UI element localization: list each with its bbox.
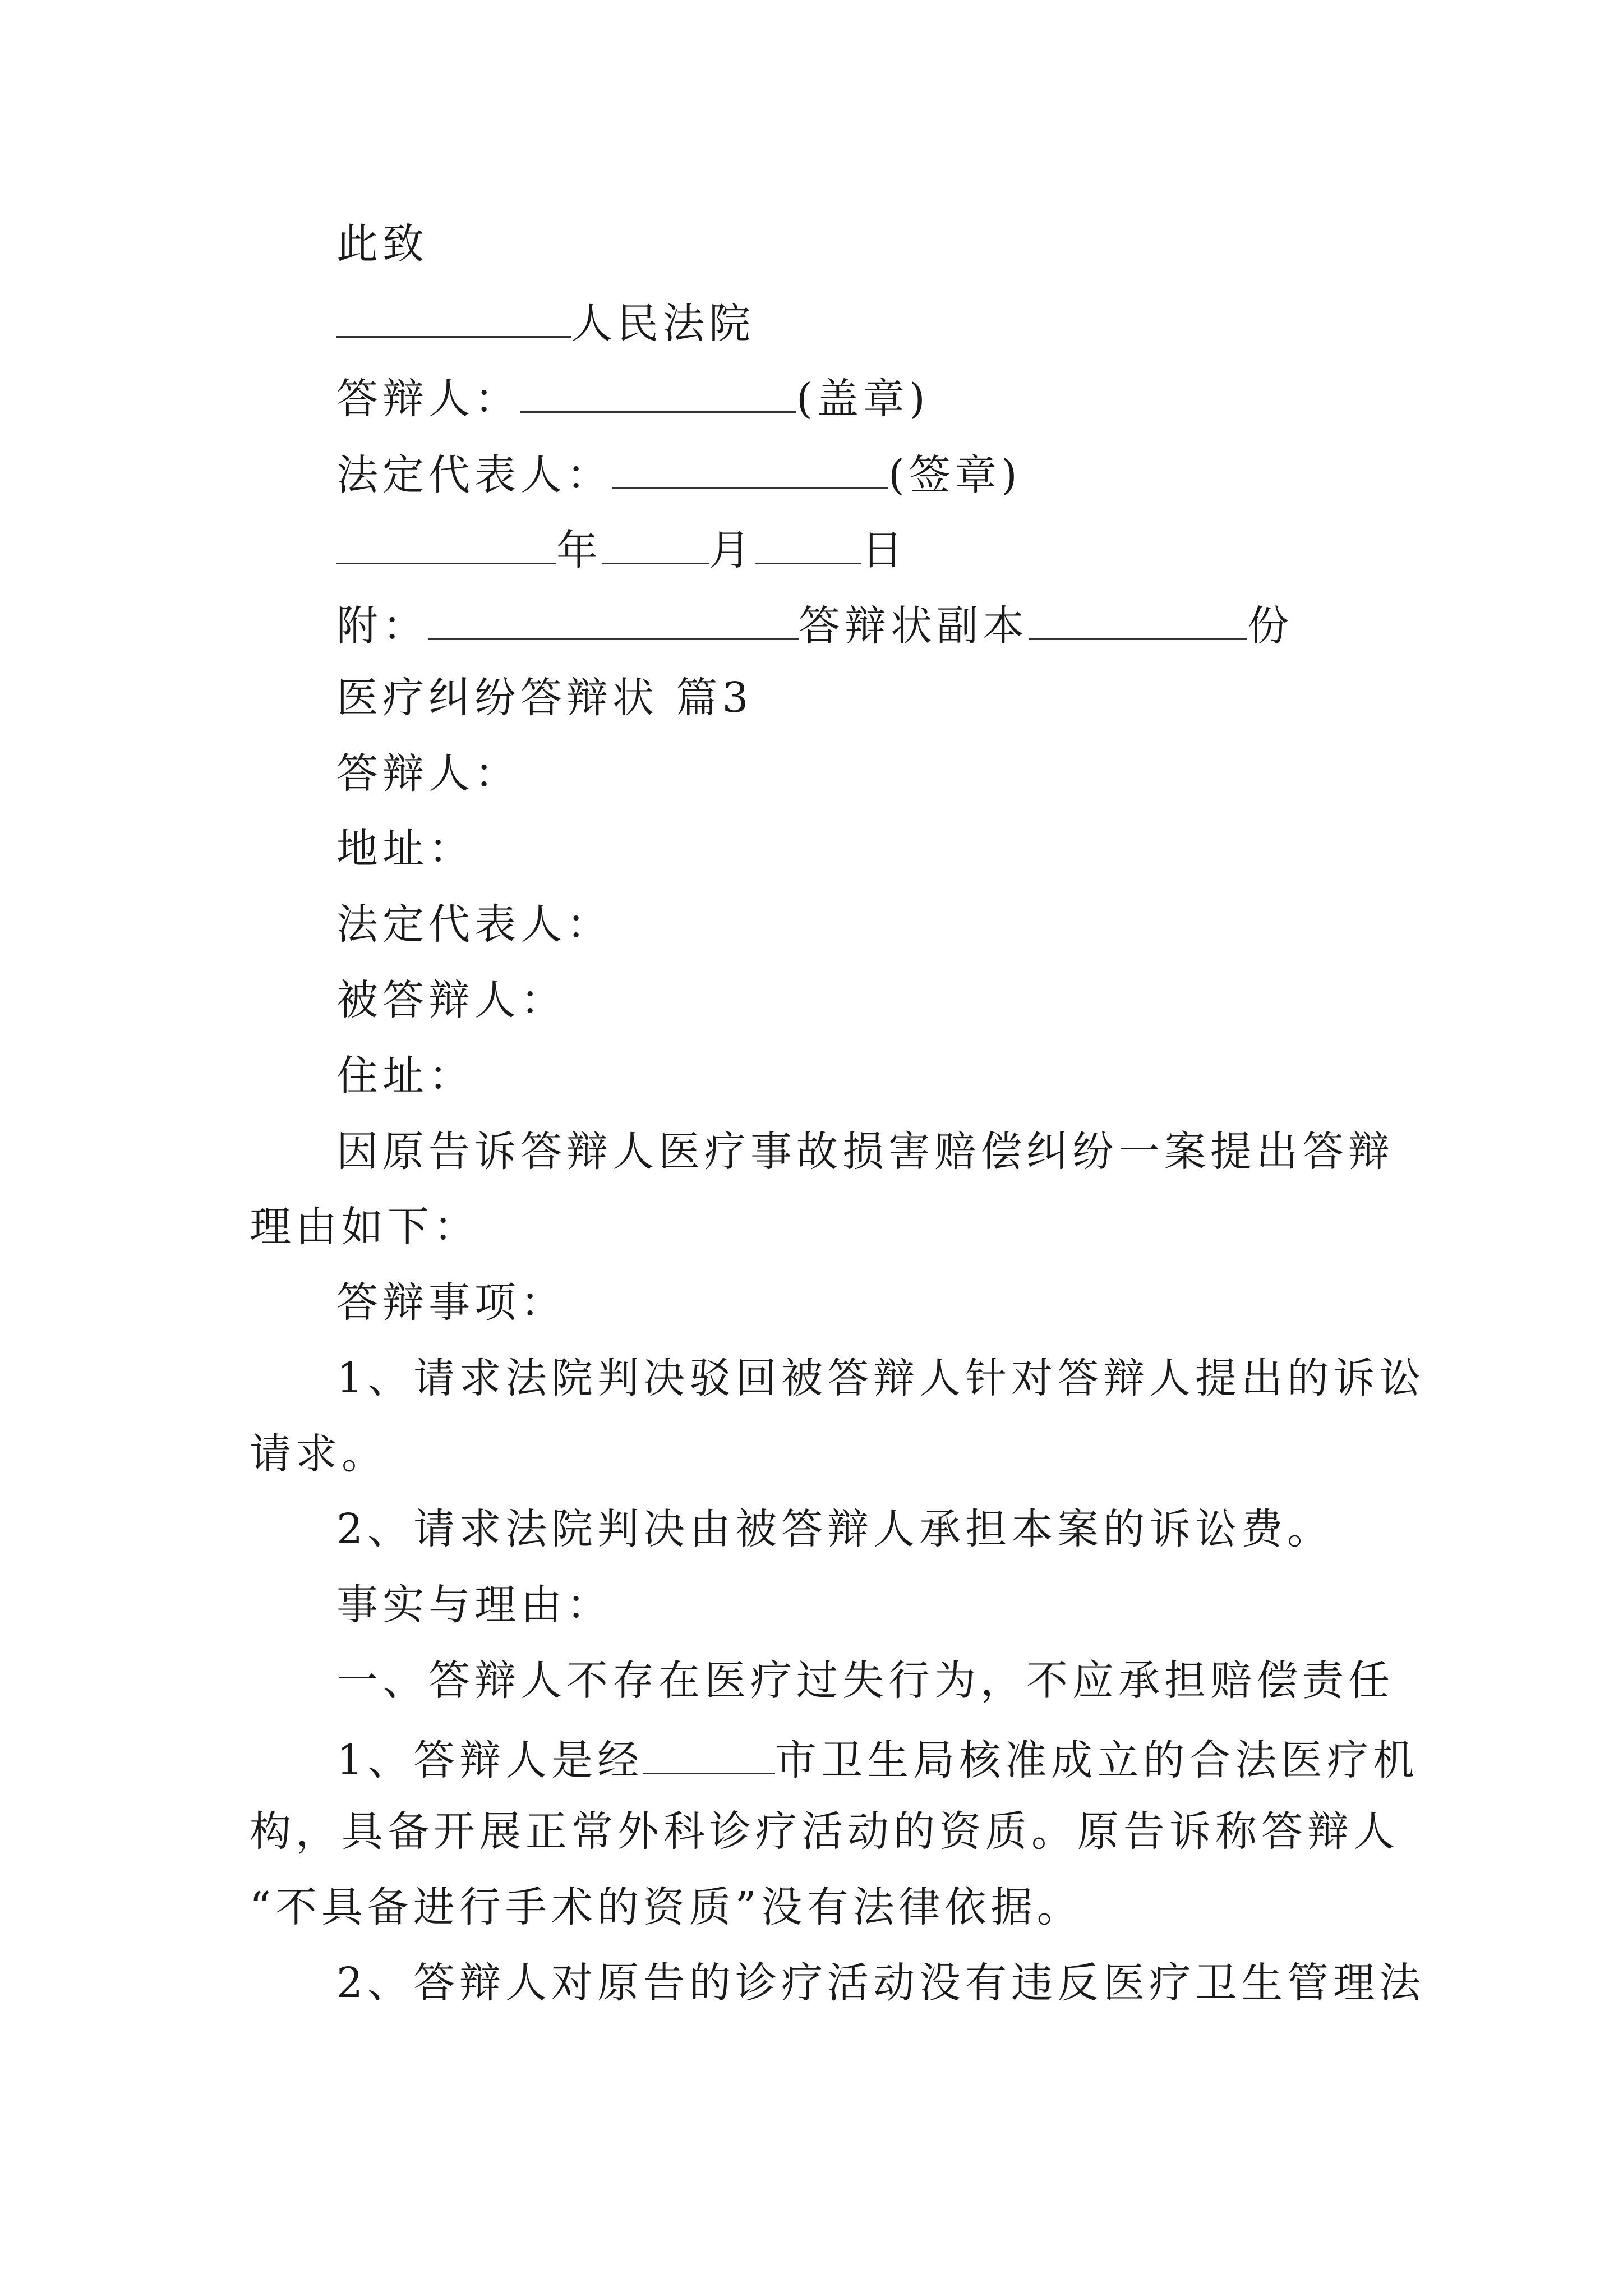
- court-name-blank: [336, 299, 571, 338]
- respondent-name-blank: [520, 374, 796, 413]
- legal-rep-signature-line: 法定代表人： (签章): [336, 451, 1022, 499]
- city-blank: [643, 1736, 775, 1774]
- party-respondent: 答辩人：: [336, 749, 520, 798]
- matters-heading: 答辩事项：: [336, 1278, 566, 1327]
- section-title: 医疗纠纷答辩状 篇3: [336, 674, 753, 722]
- year-blank: [336, 526, 556, 564]
- salutation: 此致: [336, 220, 428, 268]
- legal-rep-name-blank: [612, 450, 888, 489]
- party-residence: 住址：: [336, 1052, 474, 1100]
- day-blank: [755, 526, 861, 564]
- matter2: 2、请求法院判决由被答辩人承担本案的诉讼费。: [336, 1505, 1334, 1553]
- attachment-line: 附： 答辩状副本 份: [336, 602, 1293, 650]
- point-one-heading: 一、答辩人不存在医疗过失行为，不应承担赔偿责任: [336, 1657, 1394, 1705]
- copies-blank: [1029, 601, 1247, 640]
- party-legal-rep: 法定代表人：: [336, 900, 612, 949]
- item1-line2: 构，具备开展正常外科诊疗活动的资质。原告诉称答辩人: [250, 1807, 1399, 1856]
- item1-line1: 1、答辩人是经 市卫生局核准成立的合法医疗机: [336, 1736, 1419, 1784]
- intro-paragraph-line1: 因原告诉答辩人医疗事故损害赔偿纠纷一案提出答辩: [336, 1128, 1394, 1176]
- item1-line3: “不具备进行手术的资质”没有法律依据。: [250, 1883, 1083, 1931]
- date-line: 年 月 日: [336, 526, 907, 571]
- attachment-blank: [428, 601, 799, 640]
- party-address: 地址：: [336, 825, 474, 873]
- matter1-line1: 1、请求法院判决驳回被答辩人针对答辩人提出的诉讼: [336, 1354, 1426, 1402]
- matter1-line2: 请求。: [250, 1430, 388, 1478]
- respondent-signature-line: 答辩人： (盖章): [336, 375, 930, 423]
- month-blank: [602, 526, 709, 564]
- court-line: 人民法院: [336, 299, 755, 344]
- facts-heading: 事实与理由：: [336, 1581, 612, 1629]
- item2-line1: 2、答辩人对原告的诊疗活动没有违反医疗卫生管理法: [336, 1959, 1426, 2007]
- party-defendant-respondent: 被答辩人：: [336, 976, 566, 1024]
- intro-paragraph-line2: 理由如下：: [250, 1203, 479, 1251]
